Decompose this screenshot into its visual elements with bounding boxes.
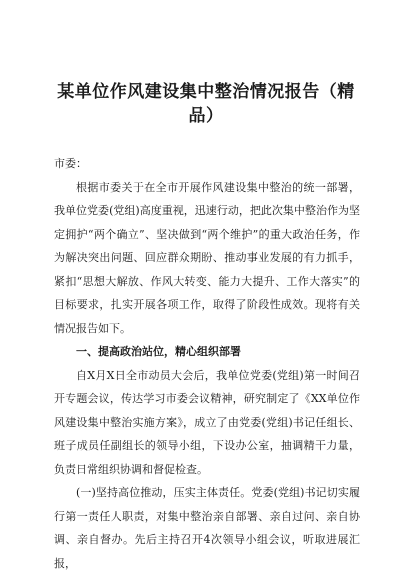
section-paragraph: 自X月X日全市动员大会后，我单位党委(党组)第一时间召开专题会议，传达学习市委会议精神，研究制定了《XX单位作风建设集中整治实施方案》，成立了由党委(党组)书记任组长、班子成员任副组长的领导小组，下设办公室，抽调精干力量，负责日常组织协调和督促检查。	[54, 368, 360, 476]
intro-paragraph: 根据市委关于在全市开展作风建设集中整治的统一部署，我单位党委(党组)高度重视，迅速行动，把此次集中整治作为坚定拥护“两个确立”、坚决做到“两个维护”的重大政治任务，作为解决突出问题、回应群众期盼、推动事业发展的有力抓手，紧扣“思想大解放、作风大转变、能力大提升、工作大落实”的目标要求，扎实开展各项工作，取得了阶段性成效。现将有关情况报告如下。	[54, 180, 360, 335]
document-title: 某单位作风建设集中整治情况报告（精品）	[57, 82, 355, 126]
section-paragraph: (一)坚持高位推动，压实主体责任。党委(党组)书记切实履行第一责任人职责，对集中整治亲自部署、亲自过问、亲自协调、亲自督办。先后主持召开4次领导小组会议，听取进展汇报，	[54, 486, 360, 570]
document-body	[54, 152, 360, 575]
section-heading: 一、提高政治站位，精心组织部署	[76, 345, 241, 358]
salutation: 市委：	[54, 157, 87, 170]
